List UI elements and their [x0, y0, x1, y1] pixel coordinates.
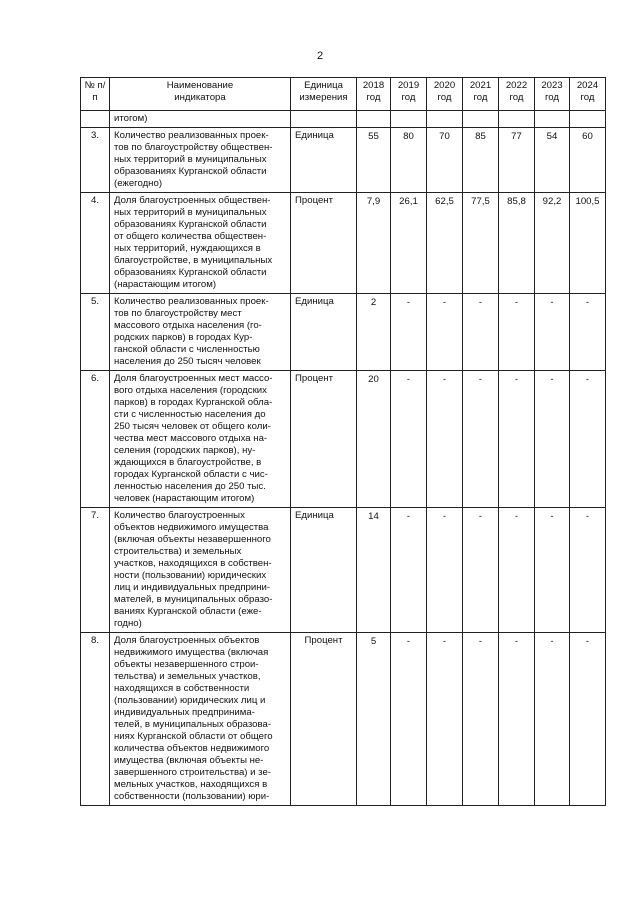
header-year-2020: 2020 год — [427, 78, 463, 111]
row-number: 7. — [81, 508, 110, 633]
value-2023: - — [535, 371, 570, 508]
header-year-2018: 2018 год — [357, 78, 391, 111]
row-number: 4. — [81, 193, 110, 294]
unit-cell: Единица — [291, 508, 357, 633]
value-2022: 85,8 — [499, 193, 535, 294]
empty-cell — [427, 111, 463, 128]
value-2018: 2 — [357, 294, 391, 371]
value-2020: - — [427, 294, 463, 371]
value-2020: 70 — [427, 128, 463, 193]
value-2018: 20 — [357, 371, 391, 508]
row-number: 6. — [81, 371, 110, 508]
table-row — [81, 371, 606, 508]
unit-cell: Процент — [291, 371, 357, 508]
continuation-number-cell — [81, 111, 110, 128]
value-2018: 5 — [357, 633, 391, 806]
value-2024: - — [570, 371, 606, 508]
row-number: 5. — [81, 294, 110, 371]
indicator-name: Доля благоустроенных объектов недвижимого имущества (включая объекты незавершенного строи- тельства) и земельных участков, находящихся в собственности (пользовании) юридических лиц и индивидуальных предпринима- телей, в муниципальных образова- ниях Курганской области от общего количества объектов недвижимого имущества (включая объекты не- завершенного строительства) и зе- мельных участков, находящихся в собственности (пользовании) юри- — [110, 633, 291, 806]
value-2021: - — [463, 371, 499, 508]
value-2019: 26,1 — [391, 193, 427, 294]
unit-cell: Единица — [291, 128, 357, 193]
unit-cell: Единица — [291, 294, 357, 371]
value-2018: 14 — [357, 508, 391, 633]
value-2018: 7,9 — [357, 193, 391, 294]
value-2021: - — [463, 294, 499, 371]
header-unit: Единица измерения — [291, 78, 357, 111]
header-year-2022: 2022 год — [499, 78, 535, 111]
header-indicator-name: Наименование индикатора — [110, 78, 291, 111]
value-2019: - — [391, 633, 427, 806]
empty-cell — [570, 111, 606, 128]
value-2020: - — [427, 371, 463, 508]
continuation-text: итогом) — [110, 111, 291, 128]
value-2022: - — [499, 508, 535, 633]
header-year-2019: 2019 год — [391, 78, 427, 111]
table-header-row — [81, 78, 606, 111]
value-2019: 80 — [391, 128, 427, 193]
table-row — [81, 193, 606, 294]
table-row — [81, 294, 606, 371]
value-2021: 85 — [463, 128, 499, 193]
value-2019: - — [391, 294, 427, 371]
value-2024: - — [570, 508, 606, 633]
row-number: 8. — [81, 633, 110, 806]
value-2022: 77 — [499, 128, 535, 193]
value-2021: - — [463, 633, 499, 806]
empty-cell — [357, 111, 391, 128]
empty-cell — [391, 111, 427, 128]
value-2020: 62,5 — [427, 193, 463, 294]
indicator-name: Количество благоустроенных объектов недвижимого имущества (включая объекты незавершенного строительства) и земельных участков, находящихся в собствен- ности (пользовании) юридических лиц и индивидуальных предприни- мателей, в муниципальных образо- ваниях Курганской области (еже- годно) — [110, 508, 291, 633]
empty-cell — [535, 111, 570, 128]
value-2022: - — [499, 633, 535, 806]
value-2023: - — [535, 294, 570, 371]
header-number: № п/ п — [81, 78, 110, 111]
indicator-name: Количество реализованных проек- тов по благоустройству мест массового отдыха населения (го- родских парков) в городах Кур- ганской области с численностью населения до 250 тысяч человек — [110, 294, 291, 371]
indicator-name: Количество реализованных проек- тов по благоустройству обществен- ных территорий в муниципальных образованиях Курганской области (ежегодно) — [110, 128, 291, 193]
value-2024: - — [570, 294, 606, 371]
empty-cell — [499, 111, 535, 128]
unit-cell: Процент — [291, 633, 357, 806]
value-2020: - — [427, 633, 463, 806]
value-2018: 55 — [357, 128, 391, 193]
value-2022: - — [499, 371, 535, 508]
indicator-name: Доля благоустроенных обществен- ных территорий в муниципальных образованиях Курганской области от общего количества обществен- ных территорий, нуждающихся в благоустройстве, в муниципальных образованиях Курганской области (нарастающим итогом) — [110, 193, 291, 294]
unit-cell: Процент — [291, 193, 357, 294]
value-2024: 100,5 — [570, 193, 606, 294]
indicators-table — [80, 77, 606, 806]
value-2024: - — [570, 633, 606, 806]
page-number: 2 — [316, 50, 324, 62]
table-row — [81, 508, 606, 633]
table-row — [81, 633, 606, 806]
header-year-2021: 2021 год — [463, 78, 499, 111]
value-2024: 60 — [570, 128, 606, 193]
indicator-name: Доля благоустроенных мест массо- вого отдыха населения (городских парков) в городах Курганской обла- сти с численностью населения до 250 тысяч человек от общего коли- чества мест массового отдыха на- селения (городских парков), ну- ждающихся в благоустройстве, в городах Курганской области с чис- ленностью населения до 250 тыс. человек (нарастающим итогом) — [110, 371, 291, 508]
empty-cell — [291, 111, 357, 128]
empty-cell — [463, 111, 499, 128]
header-year-2024: 2024 год — [570, 78, 606, 111]
row-number: 3. — [81, 128, 110, 193]
value-2021: - — [463, 508, 499, 633]
value-2021: 77,5 — [463, 193, 499, 294]
value-2019: - — [391, 508, 427, 633]
continuation-row — [81, 111, 606, 128]
value-2023: - — [535, 508, 570, 633]
value-2023: 92,2 — [535, 193, 570, 294]
value-2019: - — [391, 371, 427, 508]
value-2023: - — [535, 633, 570, 806]
value-2023: 54 — [535, 128, 570, 193]
value-2022: - — [499, 294, 535, 371]
value-2020: - — [427, 508, 463, 633]
header-year-2023: 2023 год — [535, 78, 570, 111]
table-row — [81, 128, 606, 193]
